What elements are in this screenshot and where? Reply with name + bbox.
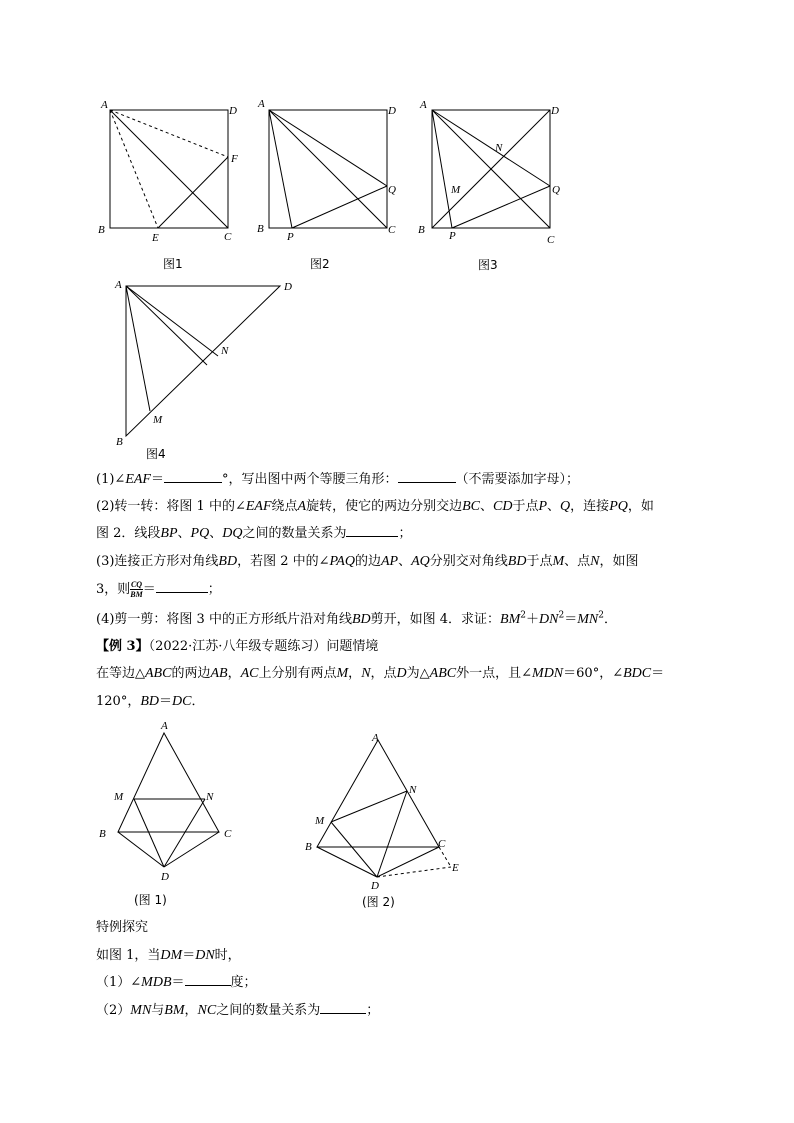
answer-blank[interactable]	[320, 1013, 366, 1014]
figure-3	[415, 97, 575, 277]
label-M: M	[451, 184, 461, 196]
answer-blank[interactable]	[346, 536, 398, 537]
label-C: C	[547, 234, 555, 246]
label-M: M	[153, 414, 163, 426]
context-line-2: 120°，BD＝DC．	[96, 694, 205, 709]
label-A: A	[372, 732, 379, 744]
label-P: P	[449, 230, 456, 242]
context-line-1: 在等边△ABC的两边AB，AC上分别有两点M，N，点D为△ABC外一点，且∠MDN＝60°，∠BDC＝	[96, 666, 665, 681]
caption-fig2: 图2	[310, 257, 330, 271]
label-A: A	[258, 98, 265, 110]
label-Q: Q	[552, 184, 560, 196]
label-E: E	[452, 862, 459, 874]
label-D: D	[388, 105, 396, 117]
label-N: N	[206, 791, 214, 803]
label-C: C	[438, 838, 446, 850]
label-P: P	[287, 231, 294, 243]
label-C: C	[388, 224, 396, 236]
question-2-line-1: (2)转一转：将图 1 中的∠EAF绕点A旋转，使它的两边分别交边BC、CD于点P、Q，连接PQ，如	[96, 499, 654, 514]
answer-blank[interactable]	[398, 482, 456, 483]
label-M: M	[114, 791, 124, 803]
label-A: A	[420, 99, 427, 111]
question-2-line-2: 图 2．线段BP、PQ、DQ之间的数量关系为 ；	[96, 526, 412, 541]
label-D: D	[551, 105, 559, 117]
label-A: A	[101, 99, 108, 111]
label-B: B	[116, 436, 123, 448]
special-case-heading: 特例探究	[96, 920, 149, 935]
label-A: A	[161, 720, 168, 732]
label-Q: Q	[388, 184, 396, 196]
label-N: N	[409, 784, 417, 796]
label-E: E	[152, 232, 159, 244]
sub-question-2: （2）MN与BM，NC之间的数量关系为 ；	[96, 1003, 380, 1018]
label-D: D	[161, 871, 169, 883]
caption-fig1: 图1	[163, 257, 183, 271]
figure-1	[95, 97, 245, 272]
question-3-line-1: (3)连接正方形对角线BD，若图 2 中的∠PAQ的边AP、AQ分别交对角线BD于点M、点N，如图	[96, 554, 639, 569]
caption-tri2: (图 2)	[362, 895, 395, 909]
example-3-header: 【例 3】（2022·江苏·八年级专题练习）问题情境	[96, 639, 379, 654]
caption-tri1: (图 1)	[134, 893, 167, 907]
answer-blank[interactable]	[156, 592, 208, 593]
label-B: B	[99, 828, 106, 840]
answer-blank[interactable]	[164, 482, 222, 483]
question-4: (4)剪一剪：将图 3 中的正方形纸片沿对角线BD剪开，如图 4．求证：$BM^2+DN^2=MN^2$．	[96, 610, 617, 627]
condition-line: 如图 1，当DM＝DN时，	[96, 948, 241, 963]
label-D: D	[229, 105, 237, 117]
label-B: B	[257, 223, 264, 235]
fraction: $\frac{CQ}{BM}$	[130, 580, 143, 599]
question-1: (1)∠EAF＝ °，写出图中两个等腰三角形： （不需要添加字母）；	[96, 472, 580, 487]
label-C: C	[224, 828, 232, 840]
label-M: M	[315, 815, 325, 827]
label-B: B	[305, 841, 312, 853]
label-C: C	[224, 231, 232, 243]
label-A: A	[115, 279, 122, 291]
triangle-figure-2	[300, 725, 480, 915]
label-B: B	[98, 224, 105, 236]
label-N: N	[221, 345, 229, 357]
caption-fig3: 图3	[478, 258, 498, 272]
figure-4	[110, 278, 310, 468]
question-3-line-2: 3，则 $\frac{CQ}{BM}$ ＝ ；	[96, 580, 221, 599]
label-D: D	[371, 880, 379, 892]
label-D: D	[284, 281, 292, 293]
sub-question-1: （1）∠MDB＝ 度；	[96, 975, 257, 990]
caption-fig4: 图4	[146, 447, 166, 461]
label-B: B	[418, 224, 425, 236]
answer-blank[interactable]	[185, 985, 231, 986]
label-F: F	[231, 153, 238, 165]
triangle-figure-1	[90, 720, 260, 915]
label-N: N	[495, 142, 503, 154]
figure-2	[255, 97, 405, 272]
